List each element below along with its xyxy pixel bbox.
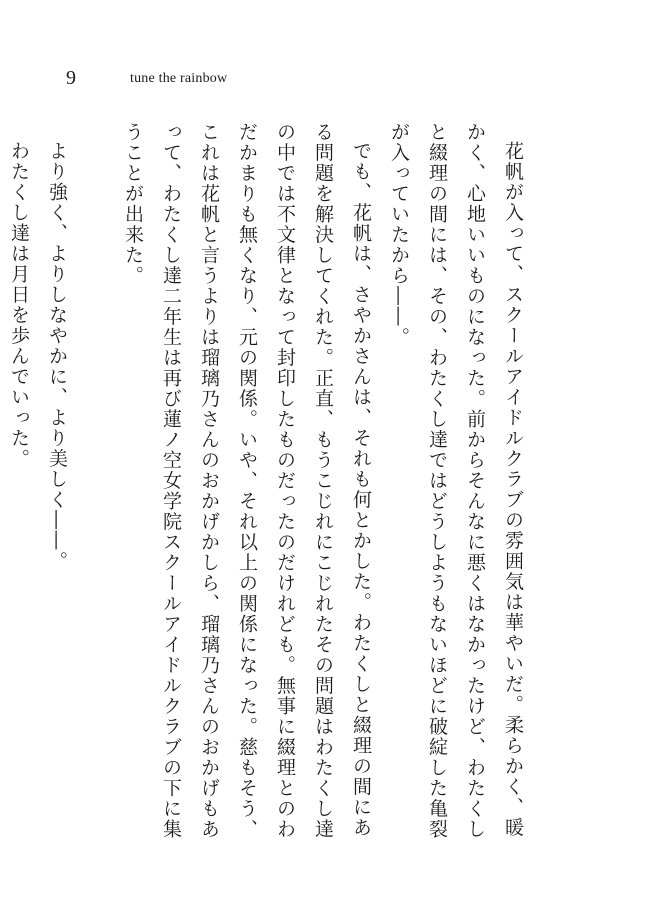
running-title: tune the rainbow — [130, 71, 228, 86]
page-number: 9 — [66, 67, 76, 89]
blank-line — [76, 122, 114, 842]
paragraph-3: より強く、よりしなやかに、より美しく――。 — [46, 141, 68, 572]
paragraph-1: 花帆が入って、スクールアイドルクラブの雰囲気は華やいだ。柔らかく、暖かく、心地いいものになった。前からそんなに悪くはなかったけど、わたくしと綴理の間には、その、わたくし達ではどうしようもないほどに破綻した亀裂が入っていたから――。 — [388, 122, 524, 840]
paragraph-4: わたくし達は月日を歩んでいった。 — [8, 141, 30, 469]
running-header — [0, 66, 652, 90]
paragraph-2: でも、花帆は、さやかさんは、それも何とかした。わたくしと綴理の間にある問題を解決してくれた。正直、もうこじれにこじれたその問題はわたくし達の中では不文律となって封印したものだったのだけれども。無事に綴理とのわだかまりも無くなり、元の関係。いや、それ以上の関係になった。慈もそう、これは花帆と言うよりは瑠璃乃さんのおかげかしら、瑠璃乃さんのおかげもあって、わたくし達二年生は再び蓮ノ空女学院スクールアイドルクラブの下に集うことが出来た。 — [122, 122, 372, 840]
body-text — [0, 122, 532, 842]
